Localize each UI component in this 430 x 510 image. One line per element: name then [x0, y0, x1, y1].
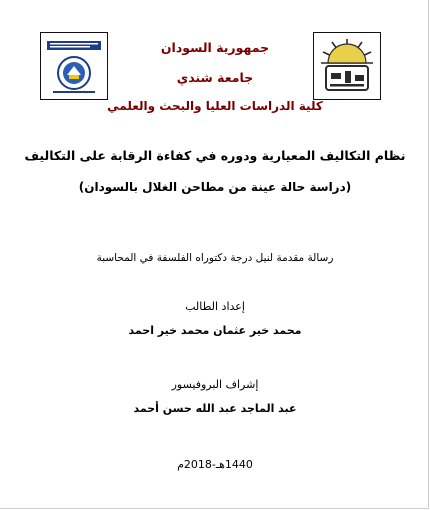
supervisor-label: إشراف البروفيسور [171, 378, 259, 391]
thesis-purpose: رسالة مقدمة لنيل درجة دكتوراه الفلسفة في المحاسبة [96, 252, 334, 264]
thesis-title: نظام التكاليف المعيارية ودوره في كفاءة الرقابة على التكاليف [24, 148, 406, 163]
university-heading: جامعة شندي [176, 70, 254, 85]
thesis-date: 1440هـ-2018م [177, 458, 253, 471]
student-label: إعداد الطالب [185, 300, 245, 313]
faculty-heading: كلية الدراسات العليا والبحث والعلمي [107, 99, 323, 113]
republic-heading: جمهورية السودان [160, 40, 270, 55]
supervisor-name: عبد الماجد عبد الله حسن أحمد [133, 402, 297, 415]
thesis-subtitle: (دراسة حالة عينة من مطاحن الغلال بالسودان) [78, 180, 352, 194]
student-name: محمد خير عثمان محمد خير احمد [128, 324, 302, 337]
